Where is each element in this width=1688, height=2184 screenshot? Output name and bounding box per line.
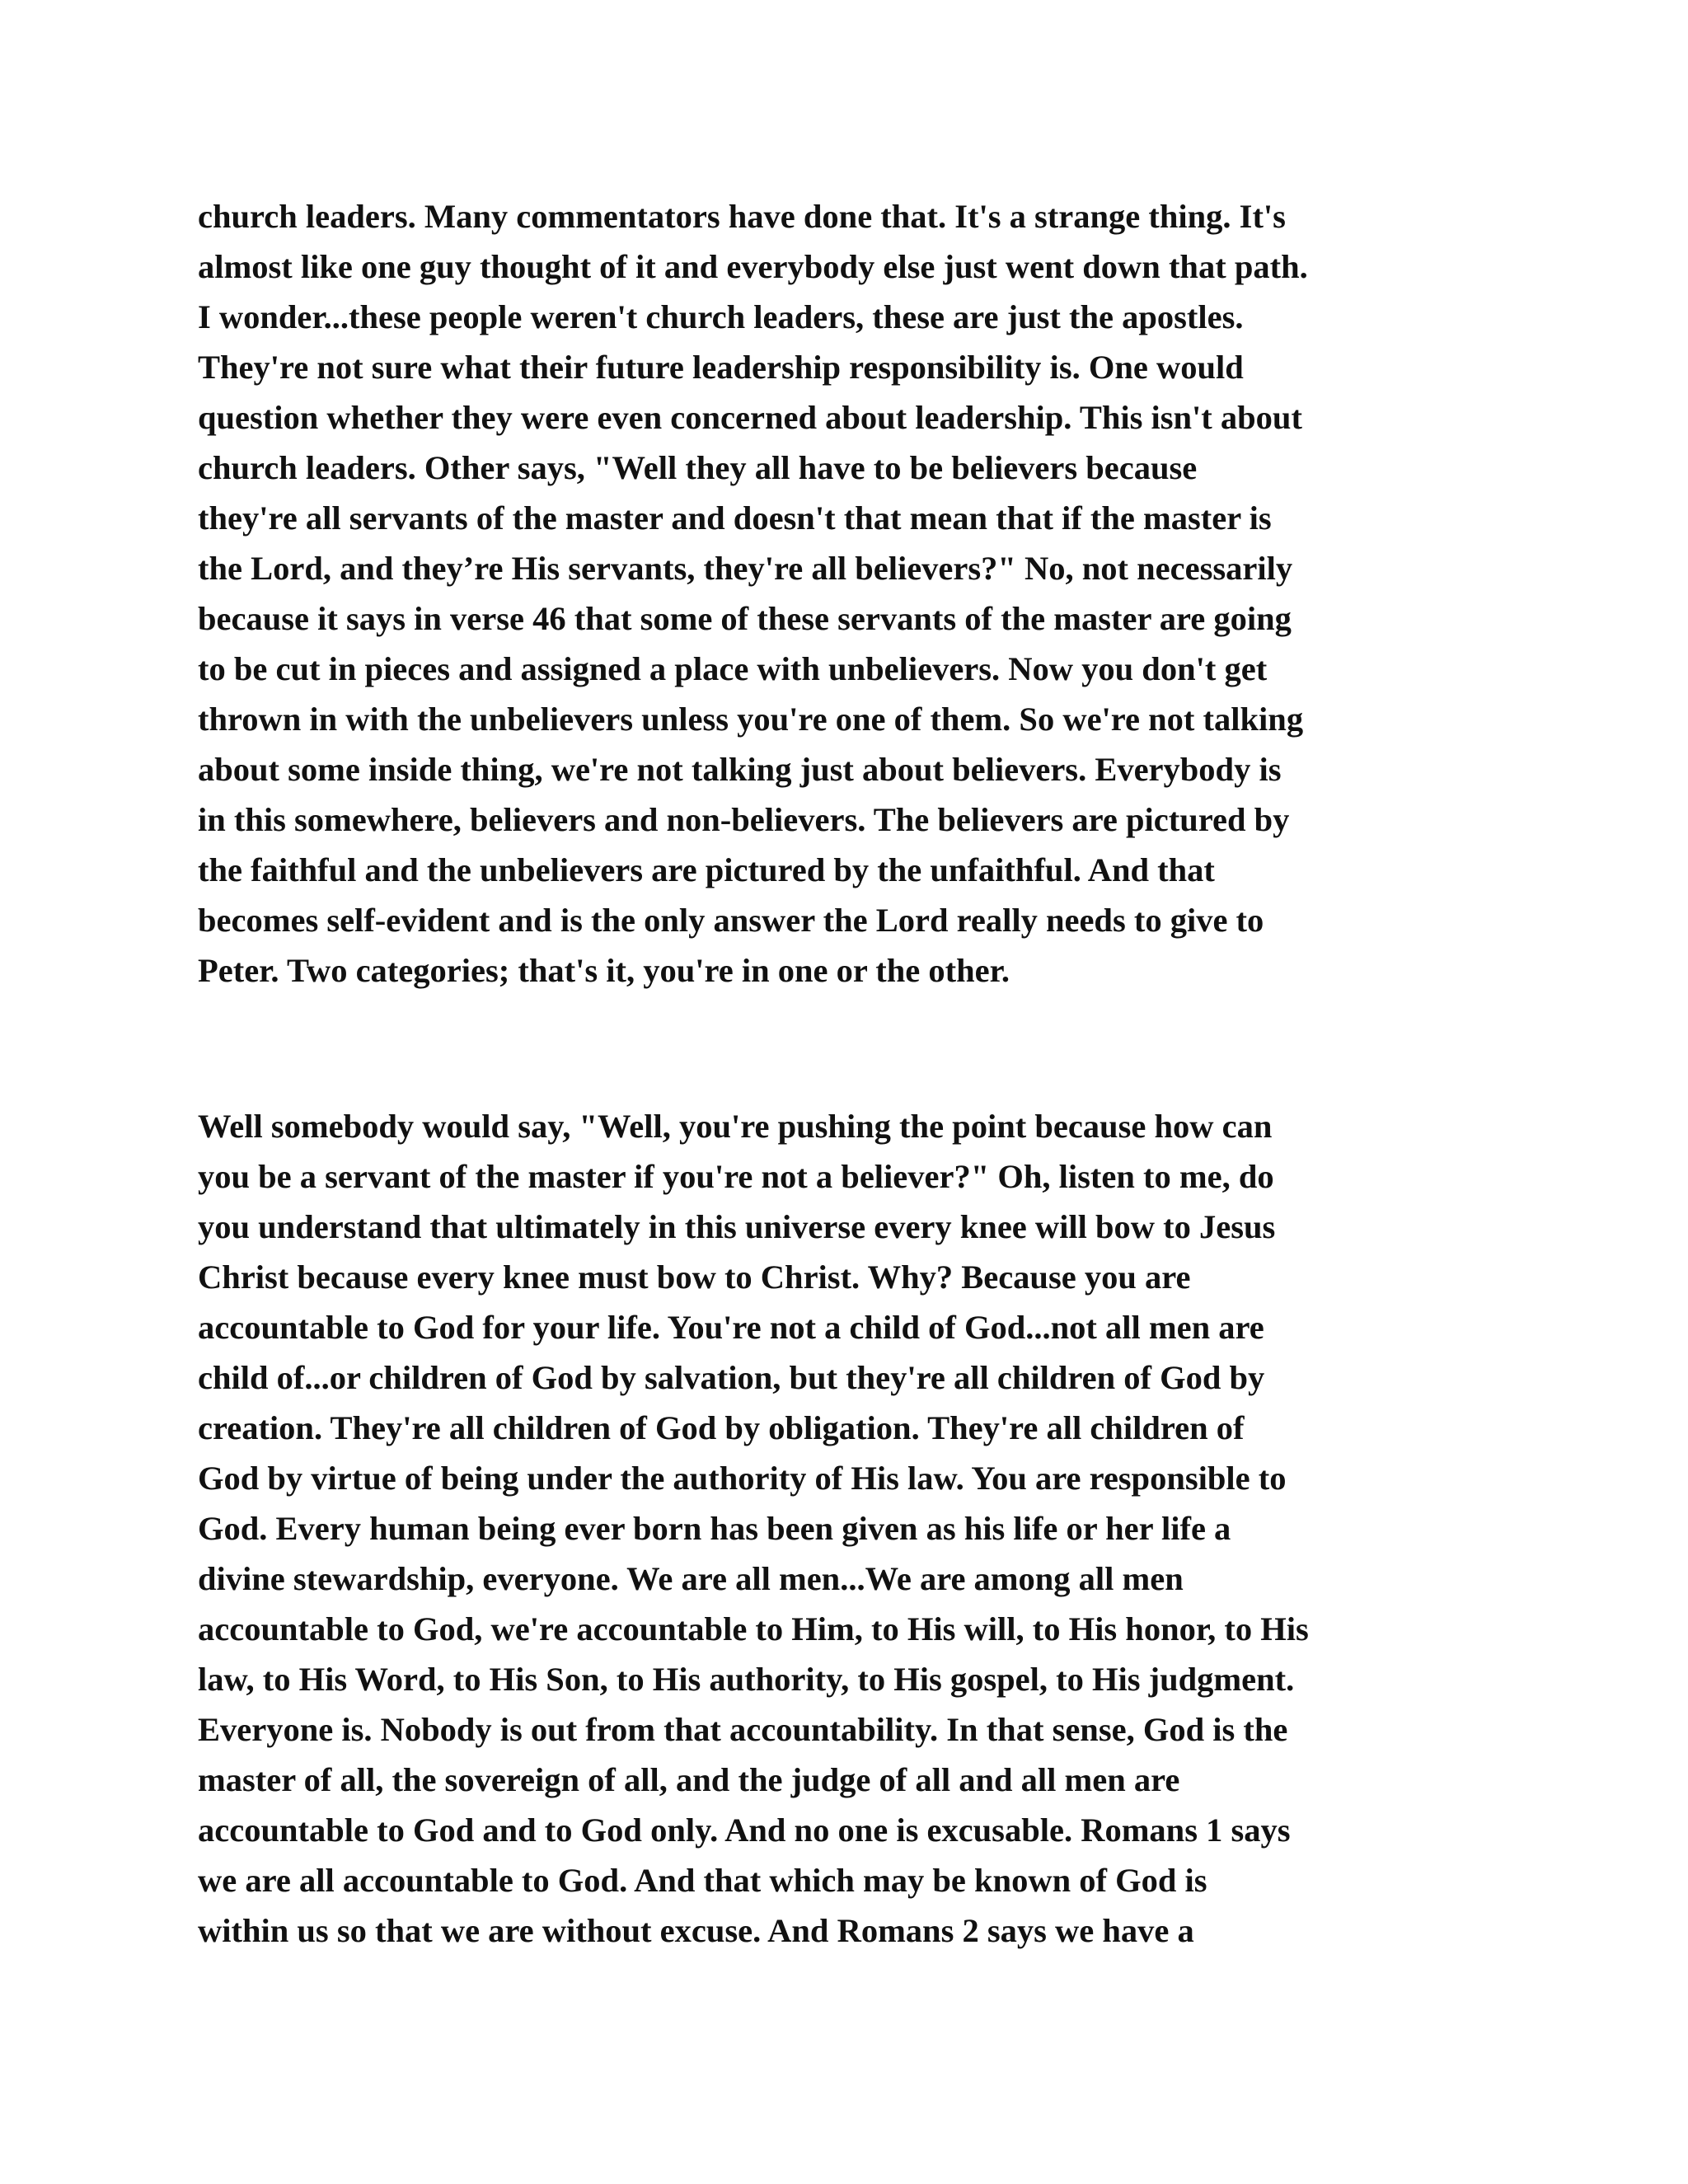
paragraph-2-line: master of all, the sovereign of all, and the judge of all and all men are bbox=[198, 1761, 1180, 1798]
paragraph-2-line: you understand that ultimately in this universe every knee will bow to Jesus bbox=[198, 1208, 1276, 1245]
paragraph-1-line: Peter. Two categories; that's it, you're in one or the other. bbox=[198, 952, 1010, 989]
paragraph-2-line: divine stewardship, everyone. We are all men...We are among all men bbox=[198, 1560, 1184, 1597]
paragraph-2-line: creation. They're all children of God by obligation. They're all children of bbox=[198, 1409, 1245, 1446]
paragraph-1-line: to be cut in pieces and assigned a place with unbelievers. Now you don't get bbox=[198, 650, 1268, 687]
paragraph-2-line: you be a servant of the master if you're not a believer?" Oh, listen to me, do bbox=[198, 1158, 1274, 1195]
paragraph-2-line: law, to His Word, to His Son, to His authority, to His gospel, to His judgment. bbox=[198, 1661, 1295, 1698]
paragraph-2-line: accountable to God for your life. You're not a child of God...not all men are bbox=[198, 1309, 1264, 1346]
paragraph-1-line: becomes self-evident and is the only answer the Lord really needs to give to bbox=[198, 902, 1264, 939]
paragraph-1-line: thrown in with the unbelievers unless you're one of them. So we're not talking bbox=[198, 701, 1304, 738]
paragraph-1-line: church leaders. Other says, "Well they all have to be believers because bbox=[198, 449, 1198, 486]
paragraph-2-line: God. Every human being ever born has been given as his life or her life a bbox=[198, 1510, 1231, 1547]
paragraph-2-line: Christ because every knee must bow to Christ. Why? Because you are bbox=[198, 1258, 1191, 1296]
paragraph-1-line: about some inside thing, we're not talking just about believers. Everybody is bbox=[198, 751, 1282, 788]
paragraph-1-line: almost like one guy thought of it and everybody else just went down that path. bbox=[198, 248, 1308, 285]
paragraph-2-line: Well somebody would say, "Well, you're pushing the point because how can bbox=[198, 1108, 1273, 1145]
paragraph-1-line: the Lord, and they’re His servants, they're all believers?" No, not necessarily bbox=[198, 550, 1293, 587]
paragraph-2-line: accountable to God and to God only. And no one is excusable. Romans 1 says bbox=[198, 1811, 1291, 1849]
paragraph-1-line: church leaders. Many commentators have done that. It's a strange thing. It's bbox=[198, 198, 1286, 235]
paragraph-2-line: Everyone is. Nobody is out from that accountability. In that sense, God is the bbox=[198, 1711, 1288, 1748]
paragraph-2 bbox=[198, 1101, 1517, 1956]
paragraph-2-line: within us so that we are without excuse. And Romans 2 says we have a bbox=[198, 1912, 1194, 1949]
paragraph-1-line: in this somewhere, believers and non-believers. The believers are pictured by bbox=[198, 801, 1290, 838]
paragraph-1-line: because it says in verse 46 that some of these servants of the master are going bbox=[198, 600, 1292, 637]
paragraph-1-line: the faithful and the unbelievers are pictured by the unfaithful. And that bbox=[198, 851, 1215, 888]
paragraph-1 bbox=[198, 191, 1517, 996]
paragraph-1-line: I wonder...these people weren't church leaders, these are just the apostles. bbox=[198, 298, 1244, 335]
paragraph-2-line: God by virtue of being under the authority of His law. You are responsible to bbox=[198, 1460, 1287, 1497]
paragraph-1-line: They're not sure what their future leadership responsibility is. One would bbox=[198, 349, 1244, 386]
paragraph-2-line: we are all accountable to God. And that which may be known of God is bbox=[198, 1862, 1207, 1899]
paragraph-2-line: accountable to God, we're accountable to Him, to His will, to His honor, to His bbox=[198, 1610, 1309, 1647]
paragraph-1-line: question whether they were even concerned about leadership. This isn't about bbox=[198, 399, 1302, 436]
paragraph-2-line: child of...or children of God by salvation, but they're all children of God by bbox=[198, 1359, 1265, 1396]
paragraph-1-line: they're all servants of the master and doesn't that mean that if the master is bbox=[198, 499, 1272, 537]
